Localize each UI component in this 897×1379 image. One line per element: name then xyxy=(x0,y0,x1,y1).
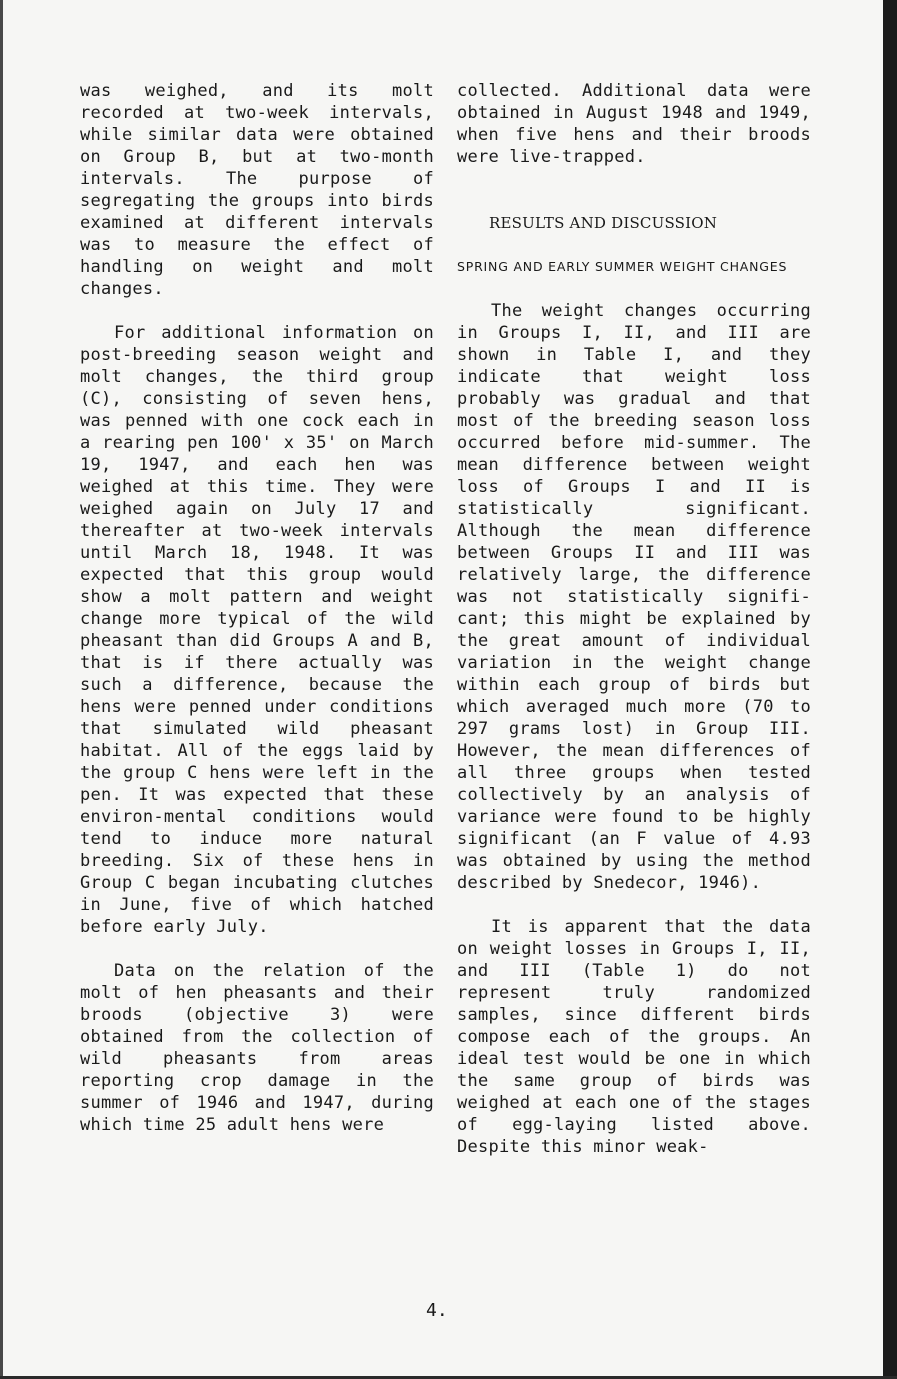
right-paragraph-1: collected. Additional data were obtained in August 1948 and 1949, when five hens and their broods were live-trapped. xyxy=(457,81,811,167)
left-column xyxy=(80,80,434,1136)
left-paragraph-1: was weighed, and its molt recorded at two-week intervals, while similar data were obtained on Group B, but at two-month intervals. The purpose of segregating the groups into birds examined at different intervals was to measure the effect of handling on weight and molt changes. xyxy=(80,81,434,299)
section-subheading: SPRING AND EARLY SUMMER WEIGHT CHANGES xyxy=(457,259,788,274)
scan-edge-left xyxy=(0,0,3,1379)
right-column xyxy=(457,80,811,1158)
left-paragraph-3: Data on the relation of the molt of hen pheasants and their broods (objective 3) were obtained from the collection of wild pheasants from areas reporting crop damage in the summer of 1946 and 1947, during which time 25 adult hens were xyxy=(80,961,434,1135)
page-number: 4. xyxy=(426,1300,448,1321)
right-paragraph-2: The weight changes occurring in Groups I, II, and III are shown in Table I, and they indicate that weight loss probably was gradual and that most of the breeding season loss occurred before mid-summer. The mean difference between weight loss of Groups I and II is statistically significant. Although the mean difference between Groups II and III was relatively large, the difference was not statistically signifi-cant; this might be explained by the great amount of individual variation in the weight change within each group of birds but which averaged much more (70 to 297 grams lost) in Group III. However, the mean differences of all three groups when tested collectively by an analysis of variance were found to be highly significant (an F value of 4.93 was obtained by using the method described by Snedecor, 1946). xyxy=(457,301,811,893)
section-heading: RESULTS AND DISCUSSION xyxy=(489,214,718,232)
left-paragraph-2: For additional information on post-breeding season weight and molt changes, the third group (C), consisting of seven hens, was penned with one cock each in a rearing pen 100' x 35' on March 19, 1947, and each hen was weighed at this time. They were weighed again on July 17 and thereafter at two-week intervals until March 18, 1948. It was expected that this group would show a molt pattern and weight change more typical of the wild pheasant than did Groups A and B, that is if there actually was such a difference, because the hens were penned under conditions that simulated wild pheasant habitat. All of the eggs laid by the group C hens were left in the pen. It was expected that these environ-mental conditions would tend to induce more natural breeding. Six of these hens in Group C began incubating clutches in June, five of which hatched before early July. xyxy=(80,323,434,937)
right-paragraph-3: It is apparent that the data on weight losses in Groups I, II, and III (Table 1) do not represent truly randomized samples, since different birds compose each of the groups. An ideal test would be one in which the same group of birds was weighed at each one of the stages of egg-laying listed above. Despite this minor weak- xyxy=(457,917,811,1157)
scan-edge-right xyxy=(883,0,897,1379)
